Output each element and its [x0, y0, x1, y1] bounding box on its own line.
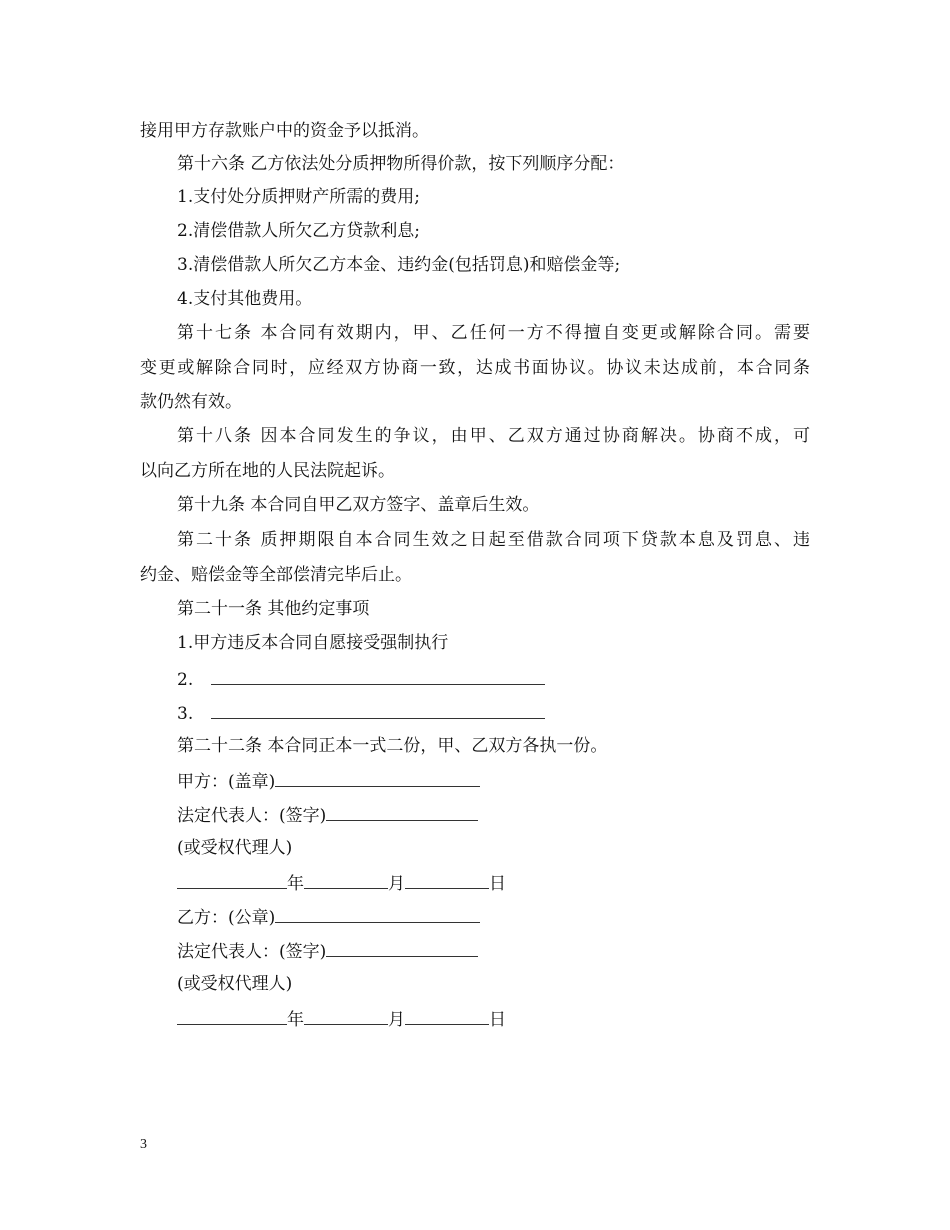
list-item: 1.甲方违反本合同自愿接受强制执行: [177, 633, 449, 653]
year-label: 年: [287, 874, 304, 894]
fill-blank: [177, 1007, 287, 1025]
fill-blank: [275, 905, 480, 923]
article-17: 第十七条 本合同有效期内，甲、乙任何一方不得擅自变更或解除合同。需要: [177, 323, 810, 343]
list-item-blank: [177, 701, 545, 725]
day-label: 日: [489, 874, 506, 894]
signature-label: 法定代表人：(签字): [177, 942, 327, 962]
article-21: 第二十一条 其他约定事项: [177, 599, 370, 619]
fill-blank: [211, 667, 545, 685]
fill-blank: [304, 1007, 388, 1025]
fill-blank: [326, 803, 478, 821]
fill-blank: [304, 871, 388, 889]
month-label: 月: [388, 874, 405, 894]
fill-blank: [275, 769, 480, 787]
page-number: 3: [140, 1137, 147, 1152]
fill-blank: [405, 1007, 489, 1025]
item-number: 3.: [177, 704, 194, 724]
authorized-agent: (或受权代理人): [177, 838, 293, 858]
list-item: 2.清偿借款人所欠乙方贷款利息;: [177, 221, 420, 241]
article-20: 第二十条 质押期限自本合同生效之日起至借款合同项下贷款本息及罚息、违: [177, 530, 810, 550]
authorized-agent: (或受权代理人): [177, 974, 293, 994]
signature-label: 乙方：(公章): [177, 908, 276, 928]
list-item: 3.清偿借款人所欠乙方本金、违约金(包括罚息)和赔偿金等;: [177, 255, 621, 275]
month-label: 月: [388, 1010, 405, 1030]
list-item-blank: [177, 667, 545, 691]
party-a-representative: [177, 803, 478, 827]
year-label: 年: [287, 1010, 304, 1030]
fill-blank: [326, 939, 478, 957]
party-a-date: [177, 871, 506, 895]
party-b-representative: [177, 939, 478, 963]
party-b-seal: [177, 905, 480, 929]
text-line: 变更或解除合同时，应经双方协商一致，达成书面协议。协议未达成前，本合同条: [140, 358, 810, 378]
fill-blank: [177, 871, 287, 889]
item-number: 2.: [177, 670, 194, 690]
signature-label: 甲方：(盖章): [177, 772, 276, 792]
text-line: 约金、赔偿金等全部偿清完毕后止。: [140, 565, 412, 585]
text-line: 以向乙方所在地的人民法院起诉。: [140, 461, 395, 481]
party-a-seal: [177, 769, 480, 793]
list-item: 4.支付其他费用。: [177, 289, 313, 309]
party-b-date: [177, 1007, 506, 1031]
fill-blank: [405, 871, 489, 889]
text-line: 接用甲方存款账户中的资金予以抵消。: [140, 121, 429, 141]
text-line: 款仍然有效。: [140, 392, 242, 412]
article-19: 第十九条 本合同自甲乙双方签字、盖章后生效。: [177, 495, 540, 515]
list-item: 1.支付处分质押财产所需的费用;: [177, 187, 420, 207]
day-label: 日: [489, 1010, 506, 1030]
article-16: 第十六条 乙方依法处分质押物所得价款，按下列顺序分配：: [177, 154, 625, 174]
article-18: 第十八条 因本合同发生的争议，由甲、乙双方通过协商解决。协商不成，可: [177, 426, 810, 446]
article-22: 第二十二条 本合同正本一式二份，甲、乙双方各执一份。: [177, 736, 608, 756]
fill-blank: [211, 701, 545, 719]
signature-label: 法定代表人：(签字): [177, 806, 327, 826]
